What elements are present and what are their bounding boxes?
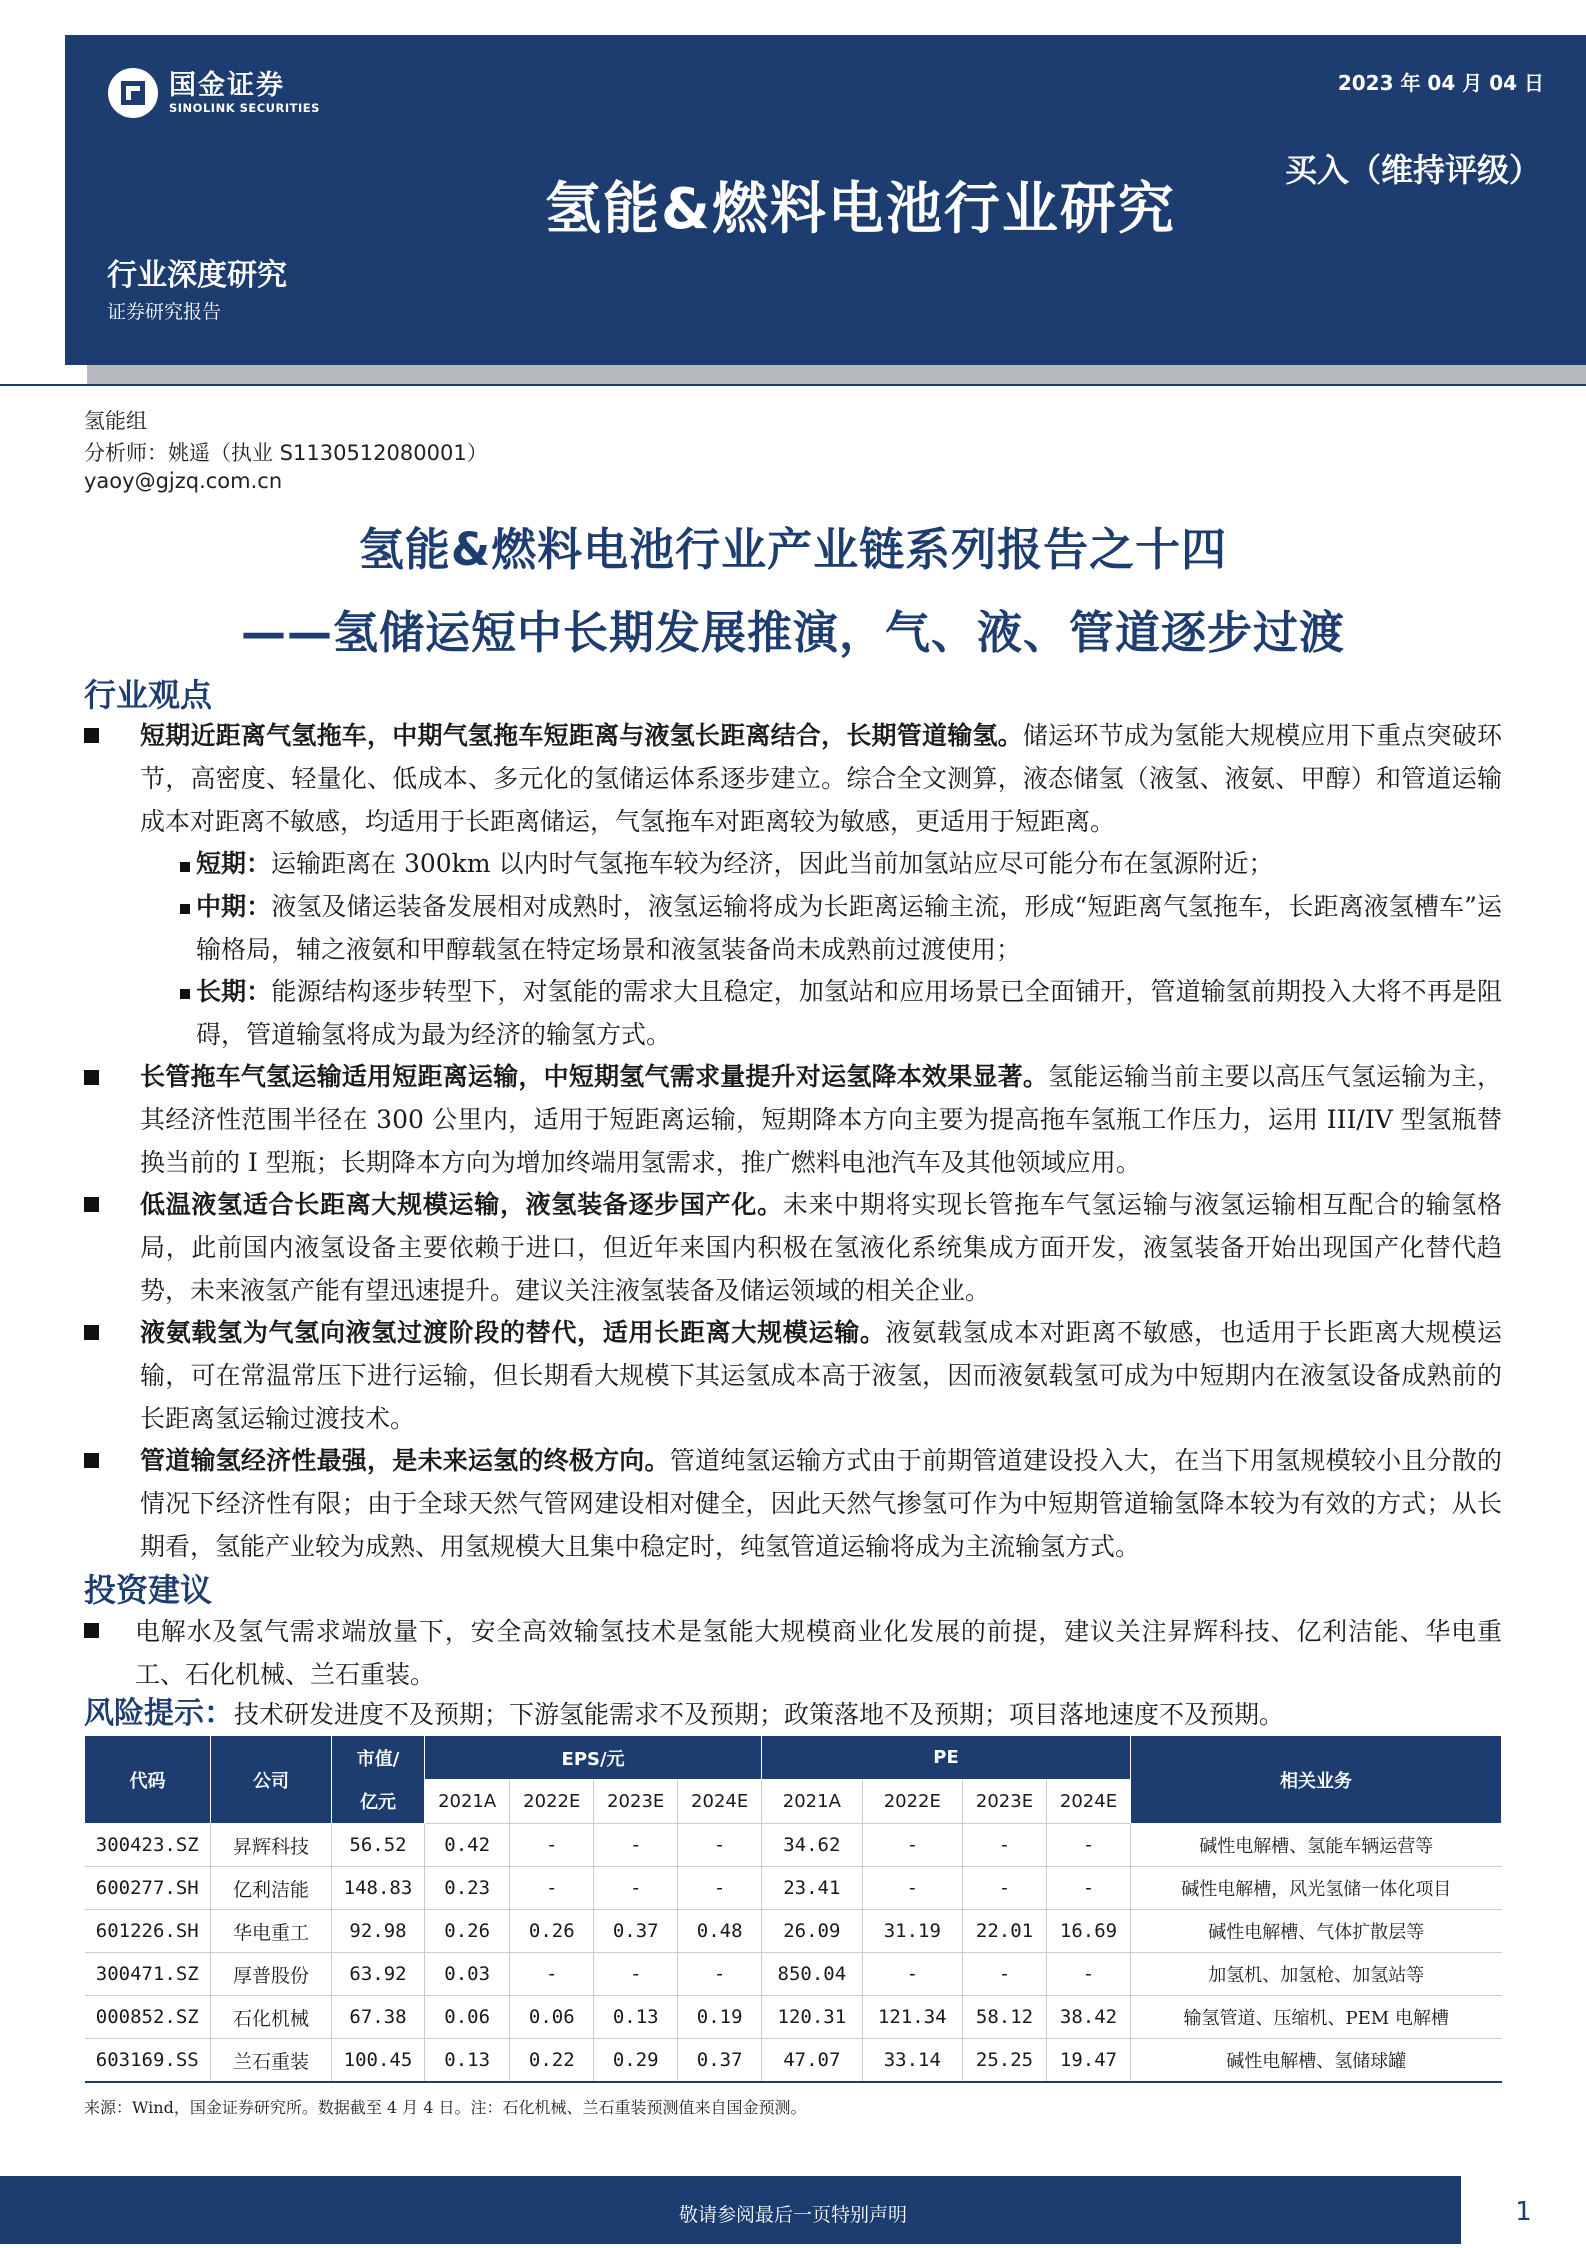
col-pe: PE [762,1736,1131,1780]
cell-pe: 19.47 [1046,2039,1130,2083]
table-row [85,2039,1502,2083]
cell-pe: 38.42 [1046,1996,1130,2039]
col-mcap: 市值/ [332,1736,425,1780]
cell-pe: - [1046,1953,1130,1996]
view-4-body: 液氨载氢成本对距离不敏感，也适用于长距离大规模运输，可在常温常压下进行运输，但长期看大规模下其运氢成本高于液氢，因而液氨载氢可成为中短期内在液氢设备成熟前的长距离氢运输过渡技术。 [140,1318,1502,1433]
cell-code: 000852.SZ [85,1996,211,2039]
mid-term-label: 中期： [196,892,272,921]
cell-pe: 47.07 [762,2039,862,2083]
view-3-body: 未来中期将实现长管拖车气氢运输与液氢运输相互配合的输氢格局，此前国内液氢设备主要依赖于进口，但近年来国内积极在氢液化系统集成方面开发，液氢装备开始出现国产化替代趋势，未来液氢产能有望迅速提升。建议关注液氢装备及储运领域的相关企业。 [140,1190,1502,1305]
cell-mcap: 148.83 [332,1867,425,1910]
cell-pe: 22.01 [963,1910,1047,1953]
cell-eps: 0.06 [425,1996,510,2039]
view-sub-mid [196,885,1502,971]
report-date: 2023 年 04 月 04 日 [1337,71,1544,95]
cell-eps: - [594,1867,678,1910]
cell-eps: 0.37 [678,2039,762,2083]
view-1-lead: 短期近距离气氢拖车，中期气氢拖车短距离与液氢长距离结合，长期管道输氢。 [140,721,1023,750]
source-note: 来源：Wind，国金证券研究所。数据截至 4 月 4 日。注：石化机械、兰石重装预测值来自国金预测。 [84,2098,807,2117]
cell-company: 兰石重装 [211,2039,332,2083]
view-4-lead: 液氨载氢为气氢向液氢过渡阶段的替代，适用长距离大规模运输。 [140,1318,886,1347]
report-subtype: 证券研究报告 [107,301,222,323]
cell-code: 300423.SZ [85,1824,211,1867]
eps-year-header: 2021A [425,1780,510,1824]
cell-eps: 0.23 [425,1867,510,1910]
cell-business: 碱性电解槽、气体扩散层等 [1131,1910,1502,1953]
pe-year-header: 2021A [762,1780,862,1824]
short-term-text: 运输距离在 300km 以内时气氢拖车较为经济，因此当前加氢站应尽可能分布在氢源附近； [271,849,1274,878]
report-header [65,35,1586,365]
cell-company: 昇辉科技 [211,1824,332,1867]
cell-eps: 0.29 [594,2039,678,2083]
report-title: 氢能&燃料电池行业产业链系列报告之十四 [358,523,1228,576]
view-2-lead: 长管拖车气氢运输适用短距离运输，中短期氢气需求量提升对运氢降本效果显著。 [140,1062,1049,1091]
table-row [85,1910,1502,1953]
section-heading-views: 行业观点 [84,676,213,714]
sinolink-logo-icon [107,67,159,119]
cell-mcap: 92.98 [332,1910,425,1953]
cell-pe: - [963,1867,1047,1910]
view-paragraph-1 [140,714,1502,843]
cell-company: 华电重工 [211,1910,332,1953]
bullet-marker [84,1325,99,1340]
eps-year-header: 2024E [678,1780,762,1824]
cell-eps: - [510,1867,594,1910]
bullet-marker [84,1197,99,1212]
logo [107,67,320,119]
report-type: 行业深度研究 [107,258,287,293]
header-divider [0,384,1586,386]
cell-eps: - [510,1824,594,1867]
bullet-marker [84,1070,99,1085]
mid-term-text: 液氢及储运装备发展相对成熟时，液氢运输将成为长距离运输主流，形成“短距离气氢拖车，长距离液氢槽车”运输格局，辅之液氨和甲醇载氢在特定场景和液氢装备尚未成熟前过渡使用； [196,892,1502,964]
cell-code: 300471.SZ [85,1953,211,1996]
cell-eps: 0.19 [678,1996,762,2039]
cell-pe: - [862,1867,962,1910]
risk-label: 风险提示： [84,1696,234,1731]
sub-bullet-marker [180,862,190,872]
eps-year-header: 2023E [594,1780,678,1824]
bullet-marker [84,728,99,743]
cell-pe: 120.31 [762,1996,862,2039]
cell-code: 601226.SH [85,1910,211,1953]
cell-eps: 0.13 [425,2039,510,2083]
cell-eps: 0.26 [510,1910,594,1953]
cell-eps: 0.42 [425,1824,510,1867]
sub-bullet-marker [180,904,190,914]
cell-eps: - [594,1953,678,1996]
cell-business: 碱性电解槽，风光氢储一体化项目 [1131,1867,1502,1910]
table-row [85,1867,1502,1910]
view-paragraph-5 [140,1439,1502,1568]
cell-pe: 850.04 [762,1953,862,1996]
bullet-marker [84,1453,99,1468]
cell-code: 600277.SH [85,1867,211,1910]
cell-pe: 33.14 [862,2039,962,2083]
risk-line [84,1692,1502,1736]
view-5-lead: 管道输氢经济性最强，是未来运氢的终极方向。 [140,1446,670,1475]
col-eps: EPS/元 [425,1736,762,1780]
cell-pe: - [1046,1824,1130,1867]
table-row [85,1996,1502,2039]
table-row [85,1824,1502,1867]
cell-eps: - [678,1953,762,1996]
view-2-body: 氢能运输当前主要以高压气氢运输为主，其经济性范围半径在 300 公里内，适用于短距离运输，短期降本方向主要为提高拖车氢瓶工作压力，运用 III/IV 型氢瓶替换当前的 I 型瓶；长期降本方向为增加终端用氢需求，推广燃料电池汽车及其他领域应用。 [140,1062,1502,1177]
cell-mcap: 63.92 [332,1953,425,1996]
long-term-label: 长期： [196,977,272,1006]
view-paragraph-3 [140,1183,1502,1312]
cell-pe: 16.69 [1046,1910,1130,1953]
cell-eps: 0.06 [510,1996,594,2039]
col-code: 代码 [85,1736,211,1824]
cell-business: 输氢管道、压缩机、PEM 电解槽 [1131,1996,1502,2039]
section-heading-invest: 投资建议 [84,1571,213,1609]
cell-eps: - [678,1824,762,1867]
view-1-body: 储运环节成为氢能大规模应用下重点突破环节，高密度、轻量化、低成本、多元化的氢储运体系逐步建立。综合全文测算，液态储氢（液氢、液氨、甲醇）和管道运输成本对距离不敏感，均适用于长距离储运，气氢拖车对距离较为敏感，更适用于短距离。 [140,721,1502,836]
cell-business: 加氢机、加氢枪、加氢站等 [1131,1953,1502,1996]
analyst-name: 分析师：姚遥（执业 S1130512080001） [84,441,488,465]
cell-business: 碱性电解槽、氢能车辆运营等 [1131,1824,1502,1867]
long-term-text: 能源结构逐步转型下，对氢能的需求大且稳定，加氢站和应用场景已全面铺开，管道输氢前期投入大将不再是阻碍，管道输氢将成为最为经济的输氢方式。 [196,977,1502,1049]
cell-pe: 25.25 [963,2039,1047,2083]
cell-mcap: 100.45 [332,2039,425,2083]
logo-en-text: SINOLINK SECURITIES [169,101,320,115]
cell-eps: 0.37 [594,1910,678,1953]
cell-company: 石化机械 [211,1996,332,2039]
col-business: 相关业务 [1131,1736,1502,1824]
cell-eps: 0.48 [678,1910,762,1953]
cell-pe: - [963,1953,1047,1996]
disclaimer-note: 敬请参阅最后一页特别声明 [678,2204,907,2226]
view-5-body: 管道纯氢运输方式由于前期管道建设投入大，在当下用氢规模较小且分散的情况下经济性有限；由于全球天然气管网建设相对健全，因此天然气掺氢可作为中短期管道输氢降本较为有效的方式；从长期看，氢能产业较为成熟、用氢规模大且集中稳定时，纯氢管道运输将成为主流输氢方式。 [140,1446,1502,1561]
cell-pe: - [1046,1867,1130,1910]
pe-year-header: 2022E [862,1780,962,1824]
view-3-lead: 低温液氢适合长距离大规模运输，液氢装备逐步国产化。 [140,1190,783,1219]
page-number: 1 [1461,2176,1586,2244]
cell-pe: - [862,1824,962,1867]
eps-year-header: 2022E [510,1780,594,1824]
cell-eps: 0.03 [425,1953,510,1996]
cell-company: 亿利洁能 [211,1867,332,1910]
cell-company: 厚普股份 [211,1953,332,1996]
col-company: 公司 [211,1736,332,1824]
cell-eps: 0.22 [510,2039,594,2083]
cell-pe: 23.41 [762,1867,862,1910]
cell-mcap: 67.38 [332,1996,425,2039]
cell-pe: 58.12 [963,1996,1047,2039]
report-subtitle: ——氢储运短中长期发展推演，气、液、管道逐步过渡 [240,606,1345,659]
industry-title: 氢能&燃料电池行业研究 [545,177,1176,242]
risk-text: 技术研发进度不及预期；下游氢能需求不及预期；政策落地不及预期；项目落地速度不及预期。 [234,1700,1285,1729]
invest-text: 电解水及氢气需求端放量下，安全高效输氢技术是氢能大规模商业化发展的前提，建议关注昇辉科技、亿利洁能、华电重工、石化机械、兰石重装。 [135,1617,1502,1689]
cell-mcap: 56.52 [332,1824,425,1867]
cell-pe: 26.09 [762,1910,862,1953]
logo-cn-text: 国金证券 [169,70,285,101]
cell-pe: - [963,1824,1047,1867]
cell-pe: 34.62 [762,1824,862,1867]
cell-code: 603169.SS [85,2039,211,2083]
cell-eps: - [510,1953,594,1996]
cell-pe: - [862,1953,962,1996]
table-row [85,1953,1502,1996]
view-paragraph-2 [140,1055,1502,1184]
cell-business: 碱性电解槽、氢储球罐 [1131,2039,1502,2083]
view-paragraph-4 [140,1311,1502,1440]
cell-eps: - [594,1824,678,1867]
footer [0,2176,1586,2244]
cell-pe: 121.34 [862,1996,962,2039]
view-sub-short [196,842,1502,885]
analyst-group: 氢能组 [84,409,147,433]
analyst-email[interactable]: yaoy@gjzq.com.cn [84,469,283,493]
cell-eps: - [678,1867,762,1910]
view-sub-long [196,970,1502,1056]
col-mcap-unit: 亿元 [332,1780,425,1824]
bullet-marker [84,1623,99,1638]
sub-bullet-marker [180,989,190,999]
pe-year-header: 2024E [1046,1780,1130,1824]
cell-eps: 0.26 [425,1910,510,1953]
pe-year-header: 2023E [963,1780,1047,1824]
header-shadow [87,365,1586,385]
cell-pe: 31.19 [862,1910,962,1953]
rating: 买入（维持评级） [1284,151,1541,189]
cell-eps: 0.13 [594,1996,678,2039]
valuation-table [84,1735,1502,2083]
short-term-label: 短期： [196,849,272,878]
